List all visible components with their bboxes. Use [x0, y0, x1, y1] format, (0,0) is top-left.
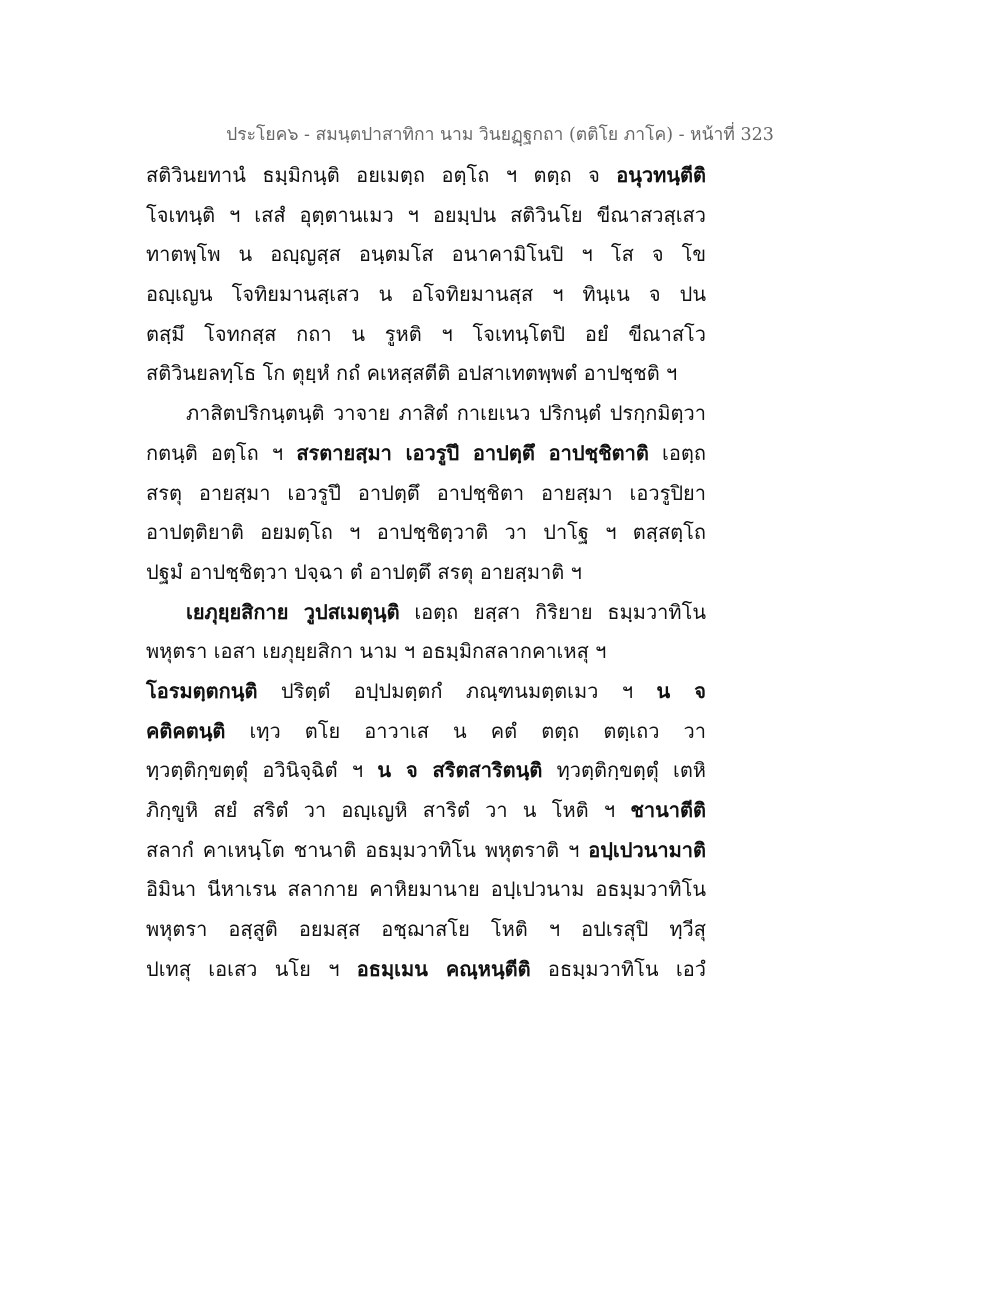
text-line: [146, 910, 706, 950]
text-line: [146, 632, 706, 672]
text-segment: สลากํ คาเหนฺโต ชานาติ อธมฺมวาทิโน พหุตราติ ฯ: [146, 837, 589, 862]
text-segment: สรตุ อายสฺมา เอวรูปึ อาปตฺตึ อาปชฺชิตา อายสฺมา เอวรูปิยา: [146, 480, 706, 505]
text-segment: โจเทนฺติ ฯ เสสํ อุตฺตานเมว ฯ อยมฺปน สติวินโย ขีณาสวสฺเสว: [146, 202, 706, 227]
bold-term: อปฺเปวนามาติ: [588, 837, 706, 862]
text-line: [146, 751, 706, 791]
page-header-title: ประโยค๖ - สมนฺตปาสาทิกา นาม วินยฏฺฐกถา (ตติโย ภาโค) - หน้าที่ 323: [226, 125, 774, 145]
text-segment: เอตฺถ ยสฺสา กิริยาย ธมฺมวาทิโน: [399, 599, 706, 624]
bold-term: อธมฺเมน คณฺหนฺตีติ: [356, 956, 531, 981]
bold-term: เยภุยฺยสิกาย วูปสเมตุนฺติ: [186, 599, 400, 624]
text-line: [146, 553, 706, 593]
text-segment: ภาสิตปริกนฺตนฺติ วาจาย ภาสิตํ กาเยเนว ปริกนฺตํ ปรกฺกมิตฺวา: [186, 401, 706, 426]
text-segment: อญฺเญน โจทิยมานสฺเสว น อโจทิยมานสฺส ฯ ทินฺเน จ ปน: [146, 282, 706, 307]
page-header: [0, 120, 1000, 148]
text-line: [146, 831, 706, 871]
text-line: [146, 712, 706, 752]
text-line: [146, 672, 706, 712]
text-line: [146, 196, 706, 236]
text-segment: อธมฺมวาทิโน เอวํ: [530, 956, 706, 981]
bold-term: โอรมตฺตกนฺติ: [146, 678, 258, 703]
text-line: [146, 394, 706, 434]
text-segment: เทฺว ตโย อาวาเส น คตํ ตตฺถ ตตฺเถว วา: [225, 718, 706, 743]
text-line: [146, 791, 706, 831]
text-line: [146, 593, 706, 633]
text-segment: เอตฺถ: [648, 440, 706, 465]
text-line: [146, 156, 706, 196]
text-segment: ปเทสุ เอเสว นโย ฯ: [146, 956, 357, 981]
text-line: [146, 275, 706, 315]
text-line: [146, 950, 706, 990]
text-line: [146, 354, 706, 394]
bold-term: สรตายสฺมา เอวรูปึ อาปตฺตึ อาปชฺชิตาติ: [296, 440, 649, 465]
text-segment: ปฐมํ อาปชฺชิตฺวา ปจฺฉา ตํ อาปตฺตึ สรตุ อายสฺมาติ ฯ: [146, 559, 582, 584]
body-text: [146, 156, 706, 989]
bold-term: ชานาตีติ: [630, 798, 706, 822]
bold-term: อนุวทนฺตีติ: [616, 163, 706, 187]
text-line: [146, 474, 706, 514]
bold-term: คติคตนฺติ: [146, 718, 226, 743]
text-line: [146, 315, 706, 355]
text-segment: กตนฺติ อตฺโถ ฯ: [146, 440, 297, 465]
text-line: [146, 513, 706, 553]
text-segment: ปริตฺตํ อปฺปมตฺตกํ ภณฺฑนมตฺตเมว ฯ: [257, 678, 657, 703]
text-segment: สติวินยลทฺโธ โก ตุยฺหํ กถํ คเหสฺสตีติ อปสาเทตพฺพตํ อาปชฺชติ ฯ: [146, 361, 678, 386]
text-segment: พหุตรา อสฺสูติ อยมสฺส อชฺฌาสโย โหติ ฯ อปเรสุปิ ทฺวีสุ: [146, 917, 706, 942]
bold-term: น จ สริตสาริตนฺติ: [377, 758, 543, 783]
text-segment: ทาตพฺโพ น อญฺญสฺส อนฺตมโส อนาคามิโนปิ ฯ โส จ โข: [146, 242, 706, 267]
text-segment: ทฺวตฺติกฺขตฺตุํ อวินิจฺฉิตํ ฯ: [146, 758, 378, 783]
text-segment: อาปตฺติยาติ อยมตฺโถ ฯ อาปชฺชิตฺวาติ วา ปาโฐ ฯ ตสฺสตฺโถ: [146, 520, 706, 545]
text-segment: สติวินยทานํ ธมฺมิกนฺติ อยเมตฺถ อตฺโถ ฯ ตตฺถ จ: [146, 163, 617, 187]
bold-term: น จ: [656, 678, 706, 703]
text-segment: อิมินา นีหาเรน สลากาย คาหิยมานาย อปฺเปวนาม อธมฺมวาทิโน: [146, 877, 706, 902]
text-line: [146, 235, 706, 275]
text-segment: ทฺวตฺติกฺขตฺตุํ เตหิ: [542, 758, 706, 783]
text-segment: ภิกฺขูหิ สยํ สริตํ วา อญฺเญหิ สาริตํ วา น โหติ ฯ: [146, 798, 631, 822]
text-line: [146, 870, 706, 910]
text-line: [146, 434, 706, 474]
text-segment: พหุตรา เอสา เยภุยฺยสิกา นาม ฯ อธมฺมิกสลากคาเหสุ ฯ: [146, 639, 607, 664]
text-segment: ตสฺมึ โจทกสฺส กถา น รูหติ ฯ โจเทนฺโตปิ อยํ ขีณาสโว: [146, 321, 706, 346]
